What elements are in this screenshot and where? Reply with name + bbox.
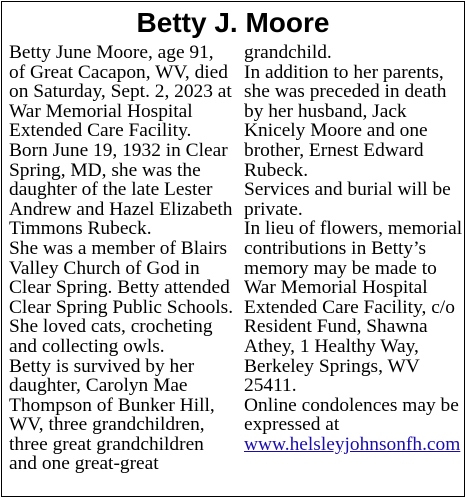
body-line: Timmons Rubeck.: [9, 218, 152, 240]
body-line: Knicely Moore and one: [244, 120, 428, 142]
body-line: 25411.: [244, 375, 297, 397]
body-line: daughter, Carolyn Mae: [9, 375, 188, 397]
body-line: by her husband, Jack: [244, 100, 407, 122]
body-line: and collecting owls.: [9, 335, 165, 357]
body-line: Thompson of Bunker Hill,: [9, 394, 215, 416]
body-line: Born June 19, 1932 in Clear: [9, 139, 228, 161]
obituary-box: [1, 1, 465, 497]
body-line: She loved cats, crocheting: [9, 316, 213, 338]
body-line: Resident Fund, Shawna: [244, 316, 428, 338]
body-line: private.: [244, 198, 303, 220]
body-line: War Memorial Hospital: [244, 277, 428, 299]
left-column: [9, 43, 237, 474]
body-line: WV, three grandchildren,: [9, 414, 205, 436]
body-line: Extended Care Facility.: [9, 120, 192, 142]
obituary-title: Betty J. Moore: [136, 7, 330, 38]
body-line: and one great-great: [9, 453, 159, 475]
body-line: daughter of the late Lester: [9, 179, 213, 201]
body-line: contributions in Betty’s: [244, 237, 427, 259]
body-line: grandchild.: [244, 42, 332, 63]
body-line: Betty June Moore, age 91,: [9, 42, 214, 63]
right-column: [244, 43, 462, 454]
body-line: three great grandchildren: [9, 433, 204, 455]
body-line: War Memorial Hospital: [9, 100, 193, 122]
body-line: she was preceded in death: [244, 81, 447, 103]
body-line: expressed at: [244, 414, 340, 436]
body-line: on Saturday, Sept. 2, 2023 at: [9, 81, 232, 103]
body-line: Berkeley Springs, WV: [244, 355, 420, 377]
body-line: memory may be made to: [244, 257, 437, 279]
body-line: In lieu of flowers, memorial: [244, 218, 463, 240]
body-line: Services and burial will be: [244, 179, 451, 201]
body-line: of Great Cacapon, WV, died: [9, 61, 228, 83]
body-line: Andrew and Hazel Elizabeth: [9, 198, 233, 220]
body-line: Extended Care Facility, c/o: [244, 296, 455, 318]
body-line: brother, Ernest Edward: [244, 139, 424, 161]
body-line: Betty is survived by her: [9, 355, 195, 377]
body-line: Clear Spring Public Schools.: [9, 296, 234, 318]
body-line: Clear Spring. Betty attended: [9, 277, 230, 299]
body-line: Athey, 1 Healthy Way,: [244, 335, 419, 357]
body-line: Online condolences may be: [244, 394, 459, 416]
body-line: In addition to her parents,: [244, 61, 444, 83]
funeral-home-link[interactable]: www.helsleyjohnsonfh.com: [244, 433, 461, 455]
body-line: Spring, MD, she was the: [9, 159, 201, 181]
body-line: Rubeck.: [244, 159, 309, 181]
funeral-home-link-line: [244, 435, 462, 455]
body-line: Valley Church of God in: [9, 257, 200, 279]
body-line: She was a member of Blairs: [9, 237, 228, 259]
